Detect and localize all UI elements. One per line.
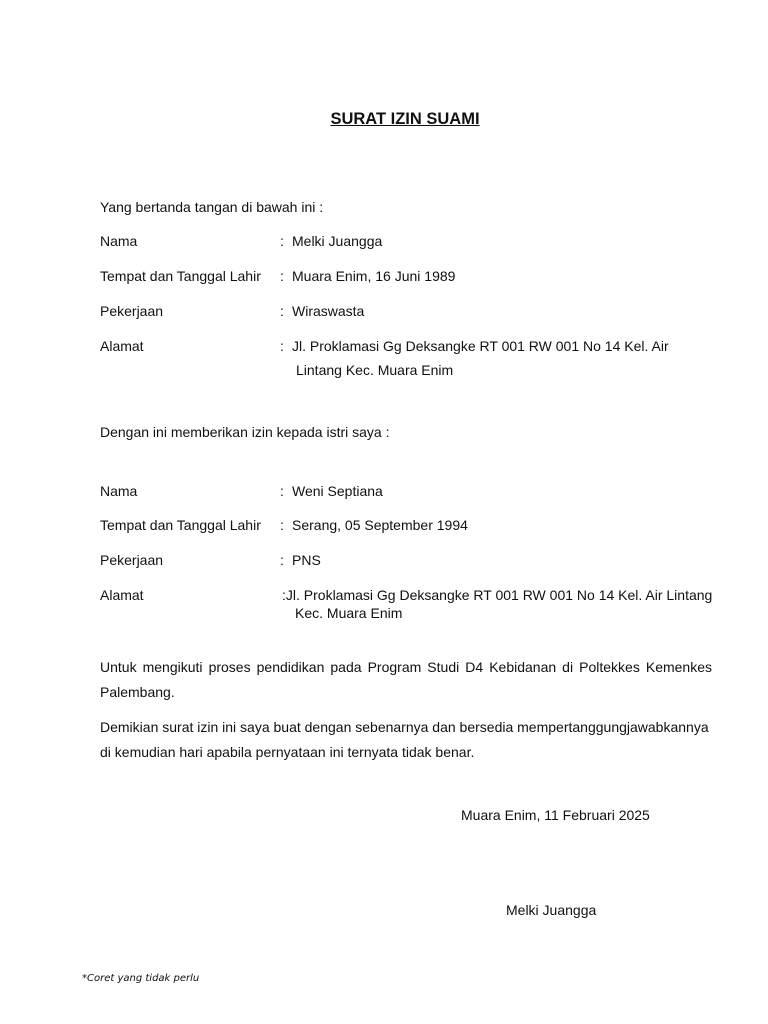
wife-pekerjaan-value: PNS	[292, 552, 321, 568]
purpose-paragraph: Untuk mengikuti proses pendidikan pada Program Studi D4 Kebidanan di Poltekkes Kemenkes Palembang.	[100, 659, 712, 700]
husband-ttl-value: Muara Enim, 16 Juni 1989	[292, 268, 456, 284]
footnote: *Coret yang tidak perlu	[82, 973, 200, 984]
intro-text: Yang bertanda tangan di bawah ini :	[100, 199, 324, 215]
wife-alamat-label: Alamat	[100, 587, 144, 603]
colon: :	[280, 338, 284, 354]
colon: :	[280, 233, 284, 249]
wife-ttl-value: Serang, 05 September 1994	[292, 517, 468, 533]
husband-alamat-label: Alamat	[100, 338, 144, 354]
wife-nama-value: Weni Septiana	[292, 483, 383, 499]
husband-pekerjaan-label: Pekerjaan	[100, 303, 164, 319]
husband-pekerjaan-value: Wiraswasta	[292, 303, 365, 319]
wife-alamat-line2: Kec. Muara Enim	[295, 605, 403, 621]
closing-paragraph: Demikian surat izin ini saya buat dengan sebenarnya dan bersedia mempertanggungjawabkannya di kemudian hari apabila pernyataan ini ternyata tidak benar.	[100, 719, 709, 760]
colon: :	[280, 552, 284, 568]
signatory-name: Melki Juangga	[506, 902, 597, 918]
letter-title: SURAT IZIN SUAMI	[330, 110, 480, 128]
wife-pekerjaan-label: Pekerjaan	[100, 552, 164, 568]
husband-alamat-line2: Lintang Kec. Muara Enim	[296, 362, 454, 378]
colon: :	[280, 268, 284, 284]
wife-alamat-line1: :Jl. Proklamasi Gg Deksangke RT 001 RW 001 No 14 Kel. Air Lintang	[282, 587, 713, 603]
colon: :	[280, 303, 284, 319]
colon: :	[280, 517, 284, 533]
colon: :	[280, 483, 284, 499]
wife-ttl-label: Tempat dan Tanggal Lahir	[100, 517, 261, 533]
husband-nama-label: Nama	[100, 233, 138, 249]
permission-intro: Dengan ini memberikan izin kepada istri saya :	[100, 424, 390, 440]
husband-alamat-line1: Jl. Proklamasi Gg Deksangke RT 001 RW 001 No 14 Kel. Air	[292, 338, 669, 354]
husband-nama-value: Melki Juangga	[292, 233, 383, 249]
place-date: Muara Enim, 11 Februari 2025	[461, 807, 650, 823]
wife-nama-label: Nama	[100, 483, 138, 499]
husband-ttl-label: Tempat dan Tanggal Lahir	[100, 268, 261, 284]
